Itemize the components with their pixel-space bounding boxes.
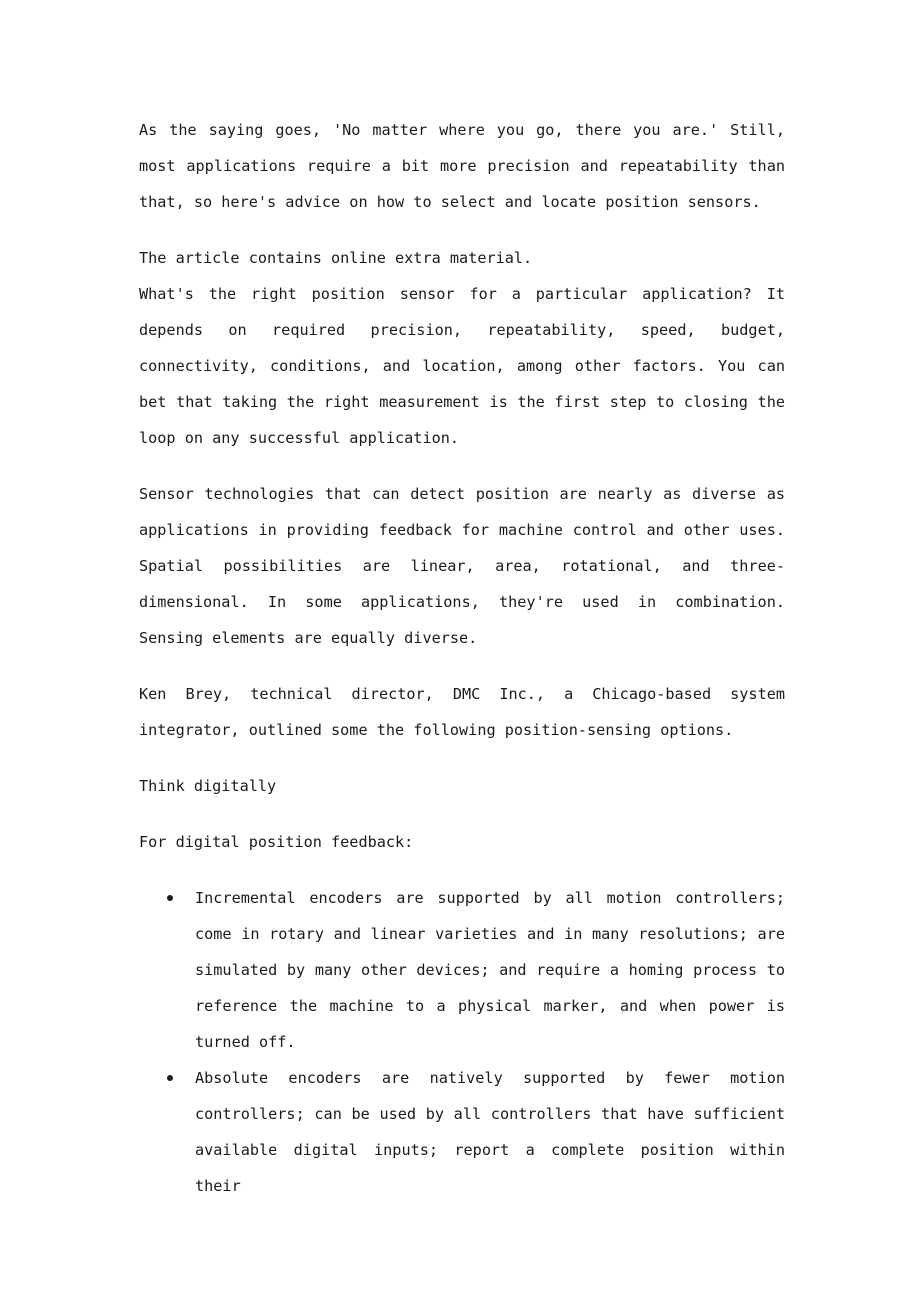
intro-paragraph: As the saying goes, 'No matter where you go, there you are.' Still, most applications require a bit more precision and repeatability than that, so here's advice on how to select and locate position sensors. xyxy=(139,121,785,211)
body-paragraph: Ken Brey, technical director, DMC Inc., a Chicago-based system integrator, outlined some the following position-sensing options. xyxy=(139,685,785,739)
list-item-text: Absolute encoders are natively supported by fewer motion controllers; can be used by all controllers that have sufficient available digital inputs; report a complete position within their xyxy=(195,1069,785,1195)
bullet-icon xyxy=(167,895,173,901)
list-item xyxy=(139,1060,785,1204)
body-paragraph: What's the right position sensor for a particular application? It depends on required precision, repeatability, speed, budget, connectivity, conditions, and location, among other factors. You can bet that taking the right measurement is the first step to closing the loop on any successful application. xyxy=(139,285,785,447)
list-item xyxy=(139,880,785,1060)
body-paragraph: Sensor technologies that can detect position are nearly as diverse as applications in providing feedback for machine control and other uses. Spatial possibilities are linear, area, rotational, and three-dimensional. In some applications, they're used in combination. Sensing elements are equally diverse. xyxy=(139,485,785,647)
bullet-icon xyxy=(167,1075,173,1081)
document-page xyxy=(139,112,785,1204)
list-item-text: Incremental encoders are supported by all motion controllers; come in rotary and linear varieties and in many resolutions; are simulated by many other devices; and require a homing process to reference the machine to a physical marker, and when power is turned off. xyxy=(195,889,785,1051)
list-intro: For digital position feedback: xyxy=(139,833,414,851)
bullet-list xyxy=(139,880,785,1204)
extra-material-note: The article contains online extra material. xyxy=(139,249,533,267)
section-heading: Think digitally xyxy=(139,777,277,795)
